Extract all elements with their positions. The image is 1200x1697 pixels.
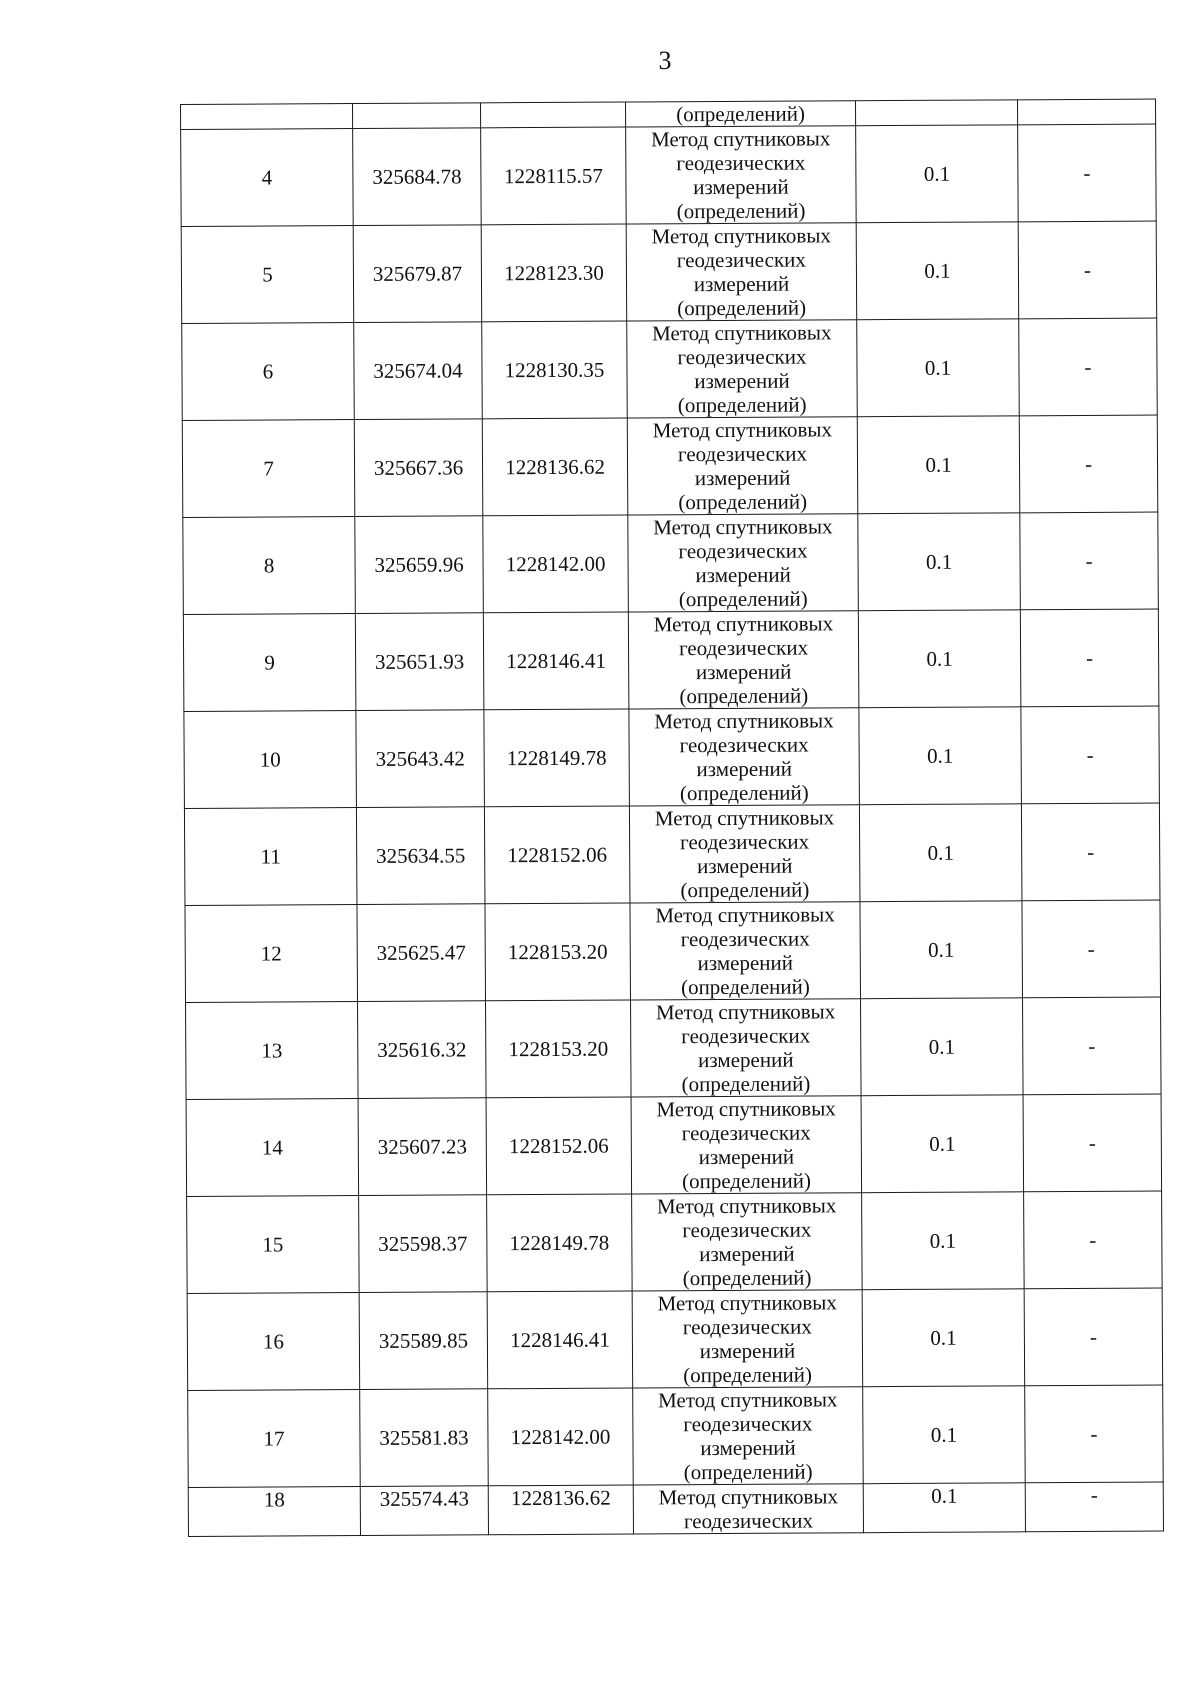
cell-x: 325574.43 xyxy=(360,1486,488,1536)
cell-point-number: 9 xyxy=(183,614,356,712)
method-line: (определений) xyxy=(680,974,810,1000)
method-line: геодезических xyxy=(680,829,810,855)
cell-note: - xyxy=(1023,1094,1162,1192)
table-row xyxy=(182,415,1158,517)
cell-point-number: 5 xyxy=(181,226,354,324)
page-number: 3 xyxy=(658,46,672,75)
cell-y: 1228146.41 xyxy=(483,612,629,710)
cell-error: 0.1 xyxy=(857,319,1020,417)
method-line: Метод спутниковых xyxy=(658,1484,839,1510)
cell-error: 0.1 xyxy=(862,1192,1025,1290)
table-row xyxy=(188,1385,1164,1487)
method-line: Метод спутниковых xyxy=(658,1387,838,1413)
table-row xyxy=(187,1191,1163,1293)
cell-note: - xyxy=(1024,1191,1163,1289)
cell-method xyxy=(629,708,860,806)
cell-error: 0.1 xyxy=(860,901,1023,999)
cell-note xyxy=(1017,99,1155,125)
cell-method xyxy=(633,1387,864,1485)
cell-point-number xyxy=(181,104,353,130)
cell-y: 1228142.00 xyxy=(488,1388,634,1486)
method-line: (определений) xyxy=(677,392,807,418)
cell-point-number: 8 xyxy=(183,517,356,615)
table-row xyxy=(184,706,1160,808)
method-line: (определений) xyxy=(678,586,808,612)
method-line: геодезических xyxy=(678,635,809,661)
method-line: геодезических xyxy=(676,150,806,176)
cell-y: 1228136.62 xyxy=(482,418,628,516)
cell-x: 325667.36 xyxy=(354,419,483,517)
cell-y: 1228123.30 xyxy=(481,224,627,322)
method-line: измерений xyxy=(697,950,794,976)
cell-x: 325679.87 xyxy=(353,225,482,323)
cell-x: 325643.42 xyxy=(356,710,485,808)
cell-y: 1228152.06 xyxy=(484,806,630,904)
cell-note: - xyxy=(1020,609,1159,707)
method-line: (определений) xyxy=(679,683,809,709)
cell-method xyxy=(626,223,857,321)
cell-point-number: 12 xyxy=(185,905,358,1003)
method-line: (определений) xyxy=(682,1265,812,1291)
table-row xyxy=(186,997,1162,1099)
method-line: измерений xyxy=(700,1435,796,1461)
cell-y: 1228153.20 xyxy=(486,1000,632,1098)
cell-note: - xyxy=(1019,318,1158,416)
cell-error xyxy=(855,100,1017,126)
method-line: Метод спутниковых xyxy=(656,1096,836,1122)
cell-y: 1228153.20 xyxy=(485,903,631,1001)
method-line: Метод спутниковых xyxy=(654,805,835,831)
cell-point-number: 14 xyxy=(186,1099,359,1197)
cell-point-number: 13 xyxy=(186,1002,359,1100)
coordinates-table xyxy=(180,99,1164,1537)
table-row xyxy=(188,1482,1163,1536)
table-row xyxy=(187,1288,1163,1390)
method-line: измерений xyxy=(695,659,792,685)
method-line: (определений) xyxy=(683,1459,813,1485)
method-line: Метод спутниковых xyxy=(657,1290,837,1316)
cell-y: 1228149.78 xyxy=(487,1194,633,1292)
cell-point-number: 18 xyxy=(188,1487,360,1537)
cell-method: (определений) xyxy=(625,101,855,127)
cell-point-number: 4 xyxy=(181,129,354,227)
cell-error: 0.1 xyxy=(862,1289,1025,1387)
cell-note: - xyxy=(1020,512,1159,610)
table-row xyxy=(182,318,1158,420)
method-line: Метод спутниковых xyxy=(651,223,831,249)
method-line: измерений xyxy=(699,1241,795,1267)
cell-x: 325659.96 xyxy=(355,516,484,614)
method-line: Метод спутниковых xyxy=(656,1193,837,1219)
cell-method xyxy=(628,611,859,709)
cell-error: 0.1 xyxy=(856,125,1019,223)
cell-error: 0.1 xyxy=(861,998,1024,1096)
method-line: геодезических xyxy=(682,1217,812,1243)
cell-x: 325581.83 xyxy=(360,1389,489,1487)
method-line: геодезических xyxy=(679,732,809,758)
cell-y: 1228146.41 xyxy=(487,1291,633,1389)
cell-x: 325616.32 xyxy=(358,1001,487,1099)
method-line: геодезических xyxy=(681,1023,811,1049)
method-line: (определений) xyxy=(677,295,807,321)
cell-y: 1228130.35 xyxy=(482,321,628,419)
method-line: измерений xyxy=(698,1144,795,1170)
method-line: Метод спутниковых xyxy=(650,126,831,152)
cell-x: 325651.93 xyxy=(355,613,484,711)
method-line: геодезических xyxy=(677,344,807,370)
cell-point-number: 11 xyxy=(184,808,357,906)
table-row xyxy=(183,512,1159,614)
table-row xyxy=(184,803,1160,905)
cell-x: 325589.85 xyxy=(359,1292,488,1390)
cell-error: 0.1 xyxy=(856,222,1019,320)
method-line: измерений xyxy=(698,1047,794,1073)
cell-y: 1228136.62 xyxy=(488,1485,633,1535)
cell-x: 325634.55 xyxy=(356,807,485,905)
method-line: геодезических xyxy=(678,538,808,564)
method-line: измерений xyxy=(694,368,790,394)
cell-method xyxy=(628,514,859,612)
cell-point-number: 10 xyxy=(184,711,357,809)
cell-note: - xyxy=(1021,803,1160,901)
method-line: измерений xyxy=(696,853,793,879)
cell-y: 1228142.00 xyxy=(483,515,629,613)
method-line: Метод спутниковых xyxy=(654,708,834,734)
cell-error: 0.1 xyxy=(858,610,1021,708)
cell-method xyxy=(629,805,860,903)
method-line: измерений xyxy=(694,465,791,491)
table-row xyxy=(183,609,1159,711)
cell-error: 0.1 xyxy=(861,1095,1024,1193)
cell-y xyxy=(480,102,625,128)
cell-note: - xyxy=(1022,900,1161,998)
method-line: измерений xyxy=(696,756,792,782)
method-line: геодезических xyxy=(682,1314,812,1340)
table-row xyxy=(185,900,1161,1002)
cell-x: 325607.23 xyxy=(358,1098,487,1196)
cell-error: 0.1 xyxy=(859,804,1022,902)
method-line: Метод спутниковых xyxy=(653,514,833,540)
cell-error: 0.1 xyxy=(863,1386,1026,1484)
method-line: геодезических xyxy=(676,247,806,273)
cell-method xyxy=(627,417,858,515)
method-line: (определений) xyxy=(680,877,810,903)
cell-y: 1228115.57 xyxy=(481,127,627,225)
cell-point-number: 6 xyxy=(182,323,355,421)
cell-method xyxy=(633,1484,863,1534)
cell-point-number: 16 xyxy=(187,1293,360,1391)
method-line: геодезических xyxy=(681,1120,811,1146)
cell-note: - xyxy=(1023,997,1162,1095)
method-line: геодезических xyxy=(677,441,808,467)
cell-x: 325598.37 xyxy=(359,1195,488,1293)
table-row xyxy=(181,221,1157,323)
method-line: измерений xyxy=(693,271,790,297)
cell-note: - xyxy=(1025,1482,1163,1532)
cell-method xyxy=(626,126,857,224)
table-row xyxy=(181,124,1157,226)
method-line: Метод спутниковых xyxy=(655,902,835,928)
method-line: геодезических xyxy=(683,1508,813,1534)
method-line: (определений) xyxy=(678,489,808,515)
method-line: геодезических xyxy=(683,1411,813,1437)
cell-error: 0.1 xyxy=(863,1483,1025,1533)
method-line: геодезических xyxy=(680,926,810,952)
cell-method xyxy=(631,999,862,1097)
cell-method xyxy=(631,1096,862,1194)
cell-point-number: 15 xyxy=(187,1196,360,1294)
method-line: (определений) xyxy=(683,1362,813,1388)
cell-y: 1228152.06 xyxy=(486,1097,632,1195)
cell-method xyxy=(627,320,858,418)
cell-point-number: 17 xyxy=(188,1390,361,1488)
cell-note: - xyxy=(1021,706,1160,804)
method-line: (определений) xyxy=(681,1071,811,1097)
cell-method xyxy=(632,1290,863,1388)
cell-point-number: 7 xyxy=(182,420,355,518)
cell-error: 0.1 xyxy=(857,416,1020,514)
cell-x: 325674.04 xyxy=(354,322,483,420)
method-line: (определений) xyxy=(682,1168,811,1194)
method-line: (определений) xyxy=(676,198,806,224)
cell-note: - xyxy=(1025,1385,1164,1483)
cell-x: 325625.47 xyxy=(357,904,486,1002)
cell-method xyxy=(632,1193,863,1291)
cell-note: - xyxy=(1018,221,1157,319)
cell-note: - xyxy=(1018,124,1157,222)
cell-method xyxy=(630,902,861,1000)
method-line: (определений) xyxy=(679,780,809,806)
cell-x: 325684.78 xyxy=(353,128,482,226)
cell-y: 1228149.78 xyxy=(484,709,630,807)
method-line: Метод спутниковых xyxy=(652,417,833,443)
cell-error: 0.1 xyxy=(859,707,1022,805)
method-line: измерений xyxy=(695,562,791,588)
method-line: Метод спутниковых xyxy=(655,999,836,1025)
cell-x xyxy=(353,103,481,129)
method-line: измерений xyxy=(699,1338,796,1364)
method-line: измерений xyxy=(693,174,789,200)
cell-error: 0.1 xyxy=(858,513,1021,611)
method-line: Метод спутниковых xyxy=(653,611,834,637)
method-line: Метод спутниковых xyxy=(652,320,832,346)
cell-note: - xyxy=(1024,1288,1163,1386)
table-row xyxy=(186,1094,1162,1196)
cell-note: - xyxy=(1019,415,1158,513)
